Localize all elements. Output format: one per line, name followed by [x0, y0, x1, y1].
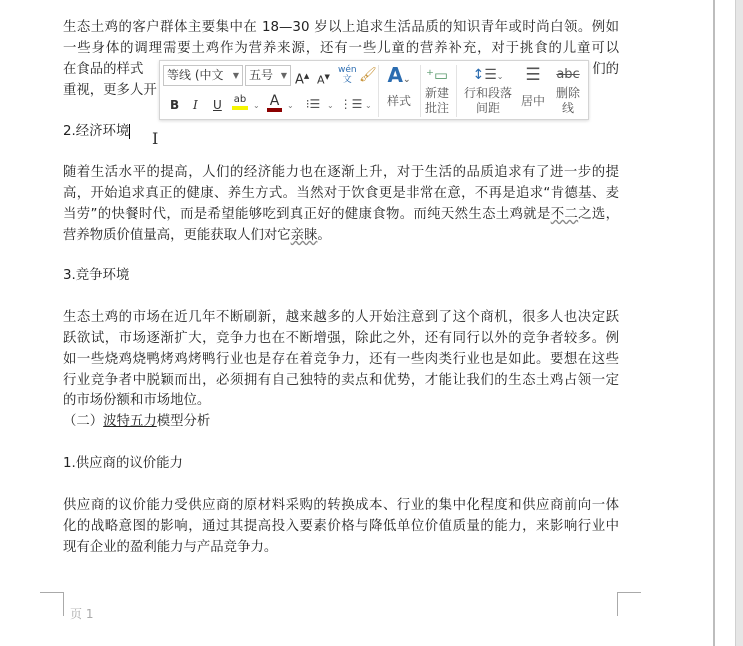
phonetic-guide-button[interactable] [338, 65, 357, 85]
paragraph-line: 一些身体的调理需要土鸡作为营养来源，还有一些儿童的营养补充，对于挑食的儿童可以 [63, 41, 619, 56]
spacing-label-2: 间距 [475, 101, 500, 115]
format-painter-icon[interactable]: 🖌 [359, 67, 377, 83]
line-spacing-icon: ↕☰⌄ [472, 67, 504, 83]
paragraph-line: 重视，更多人开 [63, 83, 157, 98]
text: （二） [63, 414, 104, 429]
font-name-value: 等线 (中文 [167, 68, 224, 82]
paragraph-line: 的市场份额和市场地位。 [63, 393, 211, 408]
styles-button[interactable] [380, 64, 418, 109]
chevron-down-icon: ▼ [232, 71, 239, 80]
toolbar-separator [456, 65, 457, 117]
paragraph-line: 供应商的议价能力受供应商的原材料采购的转换成本、行业的集中化程度和供应商前向一体 [63, 498, 619, 513]
paragraph-line: 行业竞争者中脱颖而出，必须拥有自己独特的卖点和优势，才能让我们的生态土鸡占领一定 [63, 373, 619, 388]
paragraph-line: 高，开始追求真正的健康、养生方式。当然对于饮食更是非常在意，不再是追求“肯德基、麦 [63, 186, 619, 201]
paragraph-line [63, 204, 619, 225]
phonetic-icon-top: wén [338, 65, 357, 75]
text: 之选， [578, 207, 619, 222]
vertical-scrollbar[interactable] [735, 0, 743, 646]
heading-economic [63, 121, 130, 142]
chevron-down-icon[interactable]: ⌄ [253, 101, 260, 110]
italic-button[interactable]: I [193, 98, 198, 112]
paragraph-line: 如一些烧鸡烧鸭烤鸡烤鸭行业也是存在着竞争力，还有一些肉类行业也是如此。要想在这些 [63, 352, 619, 367]
page-corner-mark [617, 592, 641, 616]
styles-icon: A⌄ [387, 63, 411, 87]
strike-label-2: 线 [561, 101, 574, 115]
chevron-down-icon[interactable]: ⌄ [327, 101, 334, 110]
paragraph-line: 跃欲试，市场逐渐扩大，竞争力也在不断增强，除此之外，还有同行以外的竞争者较多。例 [63, 331, 619, 346]
page-number: 页 1 [70, 607, 94, 621]
paragraph-line [63, 225, 619, 246]
chevron-down-icon[interactable]: ⌄ [287, 101, 294, 110]
text: 们的 [592, 62, 619, 77]
paragraph-line: 现有企业的盈利能力与产品竞争力。 [63, 540, 278, 555]
font-size-value: 五号 [249, 68, 274, 82]
comment-label-1: 新建 [424, 86, 449, 100]
bold-button[interactable]: B [170, 98, 180, 112]
strikethrough-icon: abc [556, 67, 580, 82]
text: 营养物质价值量高，更能获取人们对它 [63, 228, 291, 243]
paragraph-line: 生态土鸡的市场在近几年不断刷新，越来越多的人开始注意到了这个商机，很多人也决定跃 [63, 310, 619, 325]
styles-label: 样式 [386, 94, 411, 108]
grow-font-button[interactable]: A▲ [295, 72, 310, 88]
chevron-down-icon[interactable]: ⌄ [365, 101, 372, 110]
bullet-list-icon[interactable]: ⁝☰ [305, 97, 321, 111]
text: 当劳”的快餐时代，而是希望能够吃到真正好的健康食物。而纯天然生态土鸡就是 [63, 207, 551, 222]
grow-font-icon: A [295, 72, 304, 88]
new-comment-icon: ⁺▭ [425, 66, 449, 84]
comment-label-2: 批注 [424, 101, 449, 115]
phonetic-icon-bottom: 文 [342, 75, 352, 85]
highlight-button[interactable]: ab [232, 94, 248, 110]
mini-format-toolbar [159, 60, 589, 120]
page-corner-mark [40, 592, 64, 616]
heading-porter [63, 411, 619, 432]
strike-label-1: 删除 [555, 86, 580, 100]
heading-competition: 3.竞争环境 [63, 268, 130, 283]
paragraph-line: 化的战略意图的影响，通过其提高投入要素价格与降低单位价值质量的能力，来影响行业中 [63, 519, 619, 534]
align-center-icon: ☰ [525, 65, 541, 85]
text-caret [129, 124, 130, 139]
paragraph-line: 生态土鸡的客户群体主要集中在 18—30 岁以上追求生活品质的知识青年或时尚白领。例如 [63, 20, 619, 35]
underline-button[interactable]: U [213, 98, 222, 112]
font-size-select[interactable] [245, 65, 291, 86]
text: 。 [317, 228, 331, 243]
line-spacing-button[interactable] [460, 64, 516, 116]
underlined-text: 波特五力 [103, 414, 157, 429]
toolbar-separator [420, 65, 421, 117]
shrink-font-icon: A [317, 73, 325, 87]
text: 在食品的样式 [63, 62, 144, 77]
page-edge-divider [713, 0, 715, 646]
ibeam-cursor-icon: I [152, 129, 159, 148]
spacing-label-1: 行和段落 [463, 86, 512, 100]
font-name-select[interactable] [163, 65, 243, 86]
spelling-marked-text[interactable]: 不二 [550, 207, 579, 222]
font-color-button[interactable]: A [267, 94, 282, 112]
center-label: 居中 [520, 94, 545, 108]
numbered-list-icon[interactable]: ⋮☰ [339, 97, 363, 111]
chevron-down-icon: ▼ [280, 71, 287, 80]
text: 模型分析 [156, 414, 211, 429]
heading-text: 2.经济环境 [63, 124, 130, 139]
toolbar-separator [378, 65, 379, 117]
center-align-button[interactable] [519, 64, 547, 109]
heading-supplier: 1.供应商的议价能力 [63, 456, 183, 471]
spelling-marked-text[interactable]: 亲睐 [290, 228, 318, 243]
new-comment-button[interactable] [422, 64, 452, 116]
strikethrough-button[interactable] [552, 64, 584, 116]
shrink-font-button[interactable]: A▼ [317, 73, 330, 87]
paragraph-line: 随着生活水平的提高，人们的经济能力也在逐渐上升，对于生活的品质追求有了进一步的提 [63, 165, 619, 180]
